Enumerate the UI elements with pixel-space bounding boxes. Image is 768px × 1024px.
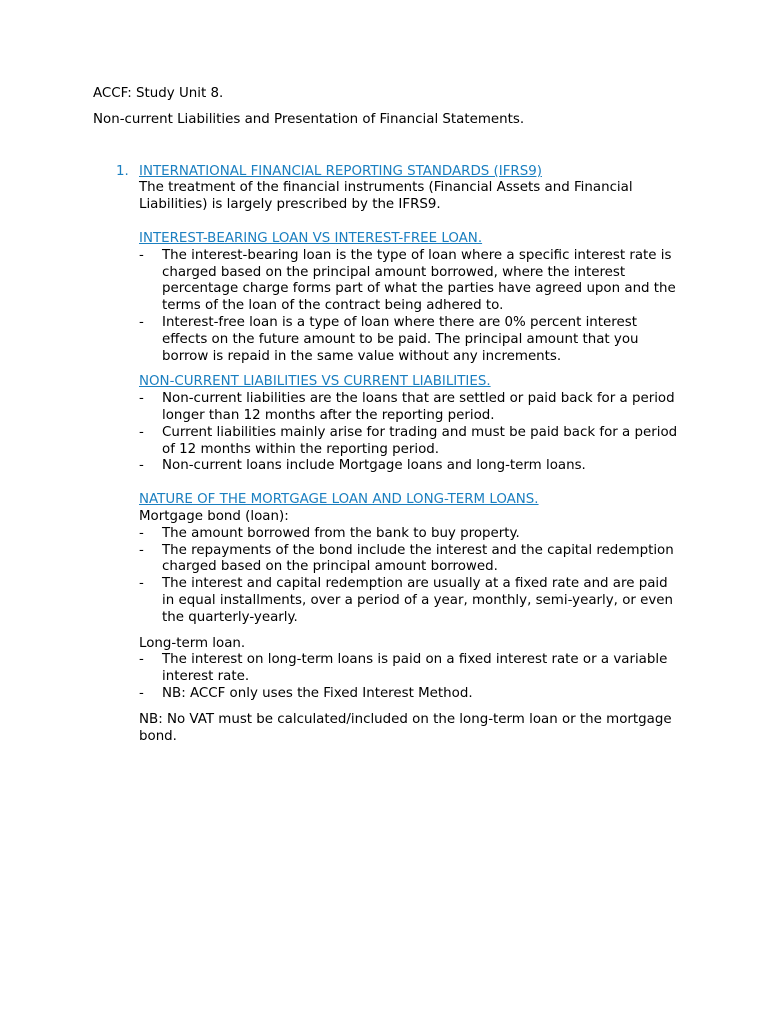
ifrs9-paragraph: The treatment of the financial instruments (Financial Assets and Financial Liabilities) is largely prescribed by the IFRS9. (139, 180, 633, 213)
mortgage-list (139, 526, 683, 627)
longterm-label: Long-term loan. (139, 635, 246, 651)
liabilities-list (139, 391, 683, 475)
list-item-text: Interest-free loan is a type of loan where there are 0% percent interest effects on the future amount to be paid. The principal amount that you borrow is repaid in the same value without any increments. (162, 314, 639, 364)
list-item-text: Non-current liabilities are the loans that are settled or paid back for a period longer than 12 months after the reporting period. (162, 391, 675, 423)
dash-bullet: - (139, 458, 144, 474)
list-item-text: Current liabilities mainly arise for trading and must be paid back for a period of 12 months within the reporting period. (162, 424, 678, 457)
section-number: 1. (116, 163, 129, 179)
section-liabilities (139, 374, 683, 475)
section-ifrs9 (116, 163, 683, 214)
dash-bullet: - (139, 542, 144, 558)
dash-bullet: - (139, 525, 144, 541)
dash-bullet: - (139, 576, 144, 592)
list-item (139, 391, 683, 425)
dash-bullet: - (139, 247, 144, 263)
section-heading-mortgage: NATURE OF THE MORTGAGE LOAN AND LONG-TERM LOANS. (139, 492, 539, 508)
list-item-text: The interest on long-term loans is paid on a fixed interest rate or a variable interest rate. (162, 652, 668, 685)
document-page (93, 86, 683, 745)
list-item (139, 526, 683, 543)
list-item (139, 458, 683, 475)
section-heading-interest-loans: INTEREST-BEARING LOAN VS INTEREST-FREE LOAN. (139, 230, 483, 246)
list-item-text: The interest and capital redemption are usually at a fixed rate and are paid in equal installments, over a period of a year, monthly, semi-yearly, or even the quarterly-yearly. (162, 576, 674, 625)
list-item (139, 576, 683, 626)
section-interest-loans (139, 231, 683, 365)
list-item-text: Non-current loans include Mortgage loans and long-term loans. (162, 458, 586, 474)
list-item (139, 543, 683, 577)
list-item-text: NB: ACCF only uses the Fixed Interest Method. (162, 685, 473, 701)
section-heading-liabilities: NON-CURRENT LIABILITIES VS CURRENT LIABILITIES. (139, 374, 491, 390)
section-heading-ifrs9: INTERNATIONAL FINANCIAL REPORTING STANDARDS (IFRS9) (139, 163, 542, 179)
list-item (139, 315, 683, 365)
document-title: ACCF: Study Unit 8. (93, 86, 224, 101)
dash-bullet: - (139, 391, 144, 407)
list-item (139, 248, 683, 315)
dash-bullet: - (139, 424, 144, 440)
list-item-text: The repayments of the bond include the interest and the capital redemption charged based on the principal amount borrowed. (162, 542, 674, 575)
dash-bullet: - (139, 314, 144, 330)
dash-bullet: - (139, 652, 144, 668)
mortgage-label: Mortgage bond (loan): (139, 508, 289, 524)
list-item (139, 425, 683, 459)
interest-loans-list (139, 248, 683, 366)
dash-bullet: - (139, 685, 144, 701)
list-item-text: The amount borrowed from the bank to buy property. (162, 525, 520, 541)
vat-note: NB: No VAT must be calculated/included on the long-term loan or the mortgage bond. (139, 711, 672, 744)
list-item (139, 686, 683, 703)
longterm-list (139, 652, 683, 702)
list-item (139, 652, 683, 686)
section-mortgage (139, 492, 683, 745)
list-item-text: The interest-bearing loan is the type of loan where a specific interest rate is charged based on the principal amount borrowed, where the interest percentage charge forms part of what the parties have agreed upon and the terms of the loan of the contract being adhered to. (162, 247, 676, 314)
document-subtitle: Non-current Liabilities and Presentation of Financial Statements. (93, 111, 525, 127)
